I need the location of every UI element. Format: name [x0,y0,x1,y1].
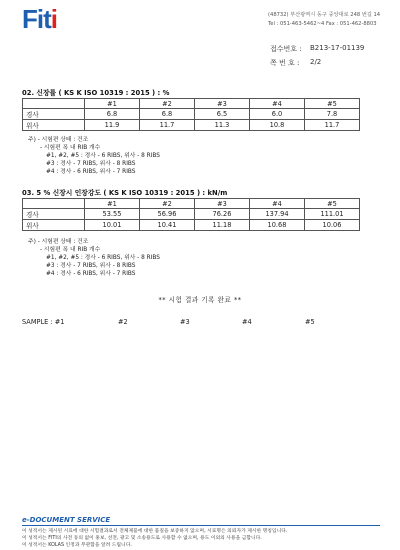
note-line: #4 : 경사 - 6 RIBS, 위사 - 7 RIBS [46,169,136,175]
sample-item: #2 [118,318,128,326]
page-number: 2/2 [310,58,322,66]
column-header: #5 [305,199,360,209]
table-cell: 7.8 [305,109,360,120]
column-header: #2 [140,99,195,109]
footer-title: e-DOCUMENT SERVICE [22,516,111,524]
test-complete-marker: ** 시험 결과 기록 완료 ** [158,296,242,304]
table-cell: 10.41 [140,220,195,231]
receipt-number: B213-17-01139 [310,44,365,52]
page-number-label: 쪽 번 호 : [270,59,300,67]
note-line: #3 : 경사 - 7 RIBS, 위사 - 8 RIBS [46,161,136,167]
section-title-elongation: 02. 신장률 ( KS K ISO 10319 : 2015 ) : % [22,89,170,97]
table-row [23,220,360,231]
table-corner-cell [23,199,85,209]
sample-item: #4 [242,318,252,326]
footer-note: 이 성적서는 KOLAS 인정과 무관함을 알려 드립니다. [22,543,132,548]
footer-divider [22,525,380,526]
note-line: #1, #2, #5 : 경사 - 6 RIBS, 위사 - 8 RIBS [46,153,160,159]
table-cell: 11.7 [305,120,360,131]
column-header: #4 [250,99,305,109]
receipt-label: 접수번호 : [270,45,302,53]
contact-line: Tel : 051-463-5462~4 Fax : 051-462-8803 [268,21,377,27]
section-title-tensile-strength: 03. 5 % 신장시 인장강도 ( KS K ISO 10319 : 2015 ) : kN/m [22,189,228,197]
table-cell: 11.18 [195,220,250,231]
table-cell: 111.01 [305,209,360,220]
table-cell: 10.68 [250,220,305,231]
column-header: #4 [250,199,305,209]
sample-item: #5 [305,318,315,326]
table-cell: 6.8 [85,109,140,120]
footer-note: 이 성적서는 FITI의 사전 동의 없이 홍보, 선전, 광고 및 소송용도로 사용할 수 없으며, 용도 이외의 사용을 금합니다. [22,536,262,541]
table-cell: 137.94 [250,209,305,220]
tensile-strength-table [22,198,360,231]
column-header: #1 [85,199,140,209]
table-cell: 53.55 [85,209,140,220]
table-row [23,209,360,220]
note-line: #3 : 경사 - 7 RIBS, 위사 - 8 RIBS [46,263,136,269]
table-cell: 11.3 [195,120,250,131]
fiti-logo: Fiti [22,4,57,34]
table-cell: 76.26 [195,209,250,220]
table-cell: 6.5 [195,109,250,120]
elongation-table [22,98,360,131]
column-header: #2 [140,199,195,209]
table-cell: 11.9 [85,120,140,131]
table-cell: 6.0 [250,109,305,120]
row-label: 경사 [23,209,85,220]
sample-label: SAMPLE : #1 [22,318,65,326]
sample-item: #3 [180,318,190,326]
column-header: #1 [85,99,140,109]
note-line: - 시험편 폭 내 RIB 개수 [40,247,101,253]
table-row [23,109,360,120]
column-header: #3 [195,199,250,209]
row-label: 위사 [23,120,85,131]
table-cell: 10.06 [305,220,360,231]
table-corner-cell [23,99,85,109]
note-line: 주) - 시험편 상태 : 건조 [28,137,89,143]
footer-note: 이 성적서는 제시된 시료에 대한 시험결과로서 전체제품에 대한 품질을 보증하지 않으며, 시료명은 의뢰자가 제시한 명칭입니다. [22,529,288,534]
table-cell: 56.96 [140,209,195,220]
column-header: #5 [305,99,360,109]
table-row [23,120,360,131]
note-line: #4 : 경사 - 6 RIBS, 위사 - 7 RIBS [46,271,136,277]
note-line: - 시험편 폭 내 RIB 개수 [40,145,101,151]
table-cell: 10.8 [250,120,305,131]
table-cell: 6.8 [140,109,195,120]
note-line: #1, #2, #5 : 경사 - 6 RIBS, 위사 - 8 RIBS [46,255,160,261]
row-label: 위사 [23,220,85,231]
note-line: 주) - 시험편 상태 : 건조 [28,239,89,245]
table-header-row [23,199,360,209]
table-cell: 10.01 [85,220,140,231]
address-line: (48732) 부산광역시 동구 중앙대로 248 번길 14 [268,12,381,18]
row-label: 경사 [23,109,85,120]
table-header-row [23,99,360,109]
column-header: #3 [195,99,250,109]
table-cell: 11.7 [140,120,195,131]
